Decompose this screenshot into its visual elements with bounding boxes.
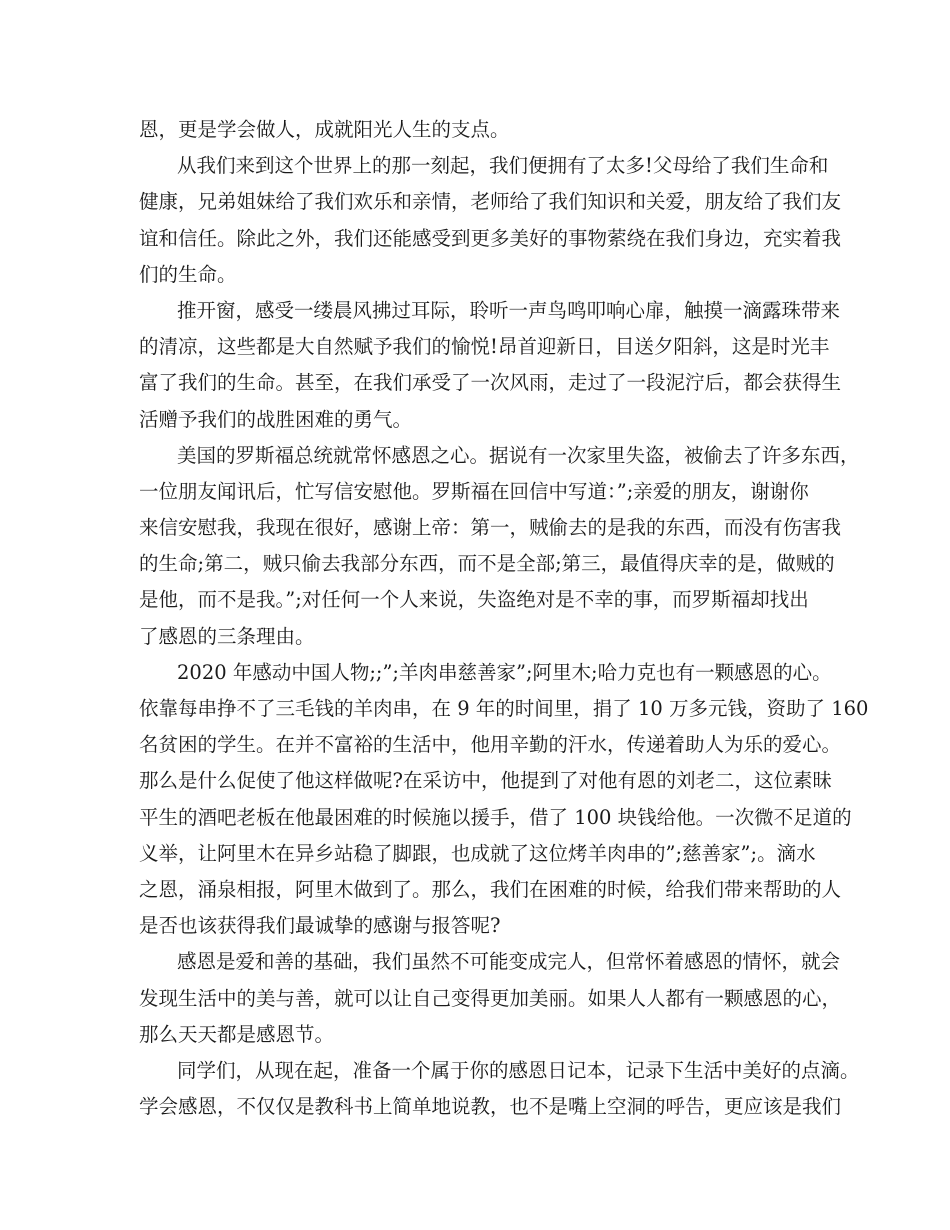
- paragraph: [139, 944, 842, 1053]
- text-line: 感恩是爱和善的基础，我们虽然不可能变成完人，但常怀着感恩的情怀，就会: [177, 950, 841, 974]
- text-line: 发现生活中的美与善，就可以让自己变得更加美丽。如果人人都有一颗感恩的心，: [139, 986, 842, 1010]
- text-line: 谊和信任。除此之外，我们还能感受到更多美好的事物萦绕在我们身边，充实着我: [139, 226, 842, 250]
- text-line: 名贫困的学生。在并不富裕的生活中，他用辛勤的汗水，传递着助人为乐的爱心。: [139, 733, 842, 757]
- document-body: [139, 112, 869, 1125]
- text-line: 了感恩的三条理由。: [139, 624, 315, 648]
- paragraph: [139, 1053, 860, 1125]
- paragraph: [139, 293, 842, 438]
- paragraph: [139, 655, 869, 945]
- text-line: 同学们，从现在起，准备一个属于你的感恩日记本，记录下生活中美好的点滴。: [177, 1058, 860, 1082]
- text-line: 一位朋友闻讯后，忙写信安慰他。罗斯福在回信中写道：”;亲爱的朋友，谢谢你: [139, 479, 809, 503]
- text-line: 的生命;第二，贼只偷去我部分东西，而不是全部;第三，最值得庆幸的是，做贼的: [139, 552, 835, 576]
- text-line: 来信安慰我，我现在很好，感谢上帝：第一，贼偷去的是我的东西，而没有伤害我: [139, 516, 842, 540]
- text-line: 的清凉，这些都是大自然赋予我们的愉悦!昂首迎新日，目送夕阳斜，这是时光丰: [139, 335, 830, 359]
- text-line: 从我们来到这个世界上的那一刻起，我们便拥有了太多!父母给了我们生命和: [177, 154, 829, 178]
- text-line: 依靠每串挣不了三毛钱的羊肉串，在 9 年的时间里，捐了 10 万多元钱，资助了 160: [139, 697, 869, 720]
- text-line: 富了我们的生命。甚至，在我们承受了一次风雨，走过了一段泥泞后，都会获得生: [139, 371, 842, 395]
- text-line: 那么是什么促使了他这样做呢?在采访中，他提到了对他有恩的刘老二，这位素昧: [139, 769, 832, 793]
- text-line: 美国的罗斯福总统就常怀感恩之心。据说有一次家里失盗，被偷去了许多东西，: [177, 443, 860, 467]
- text-line: 恩，更是学会做人，成就阳光人生的支点。: [139, 118, 510, 141]
- text-line: 那么天天都是感恩节。: [139, 1022, 335, 1046]
- text-line: 推开窗，感受一缕晨风拂过耳际，聆听一声鸟鸣叩响心扉，触摸一滴露珠带来: [177, 298, 841, 322]
- text-line: 们的生命。: [139, 262, 237, 286]
- text-line: 义举，让阿里木在异乡站稳了脚跟，也成就了这位烤羊肉串的”;慈善家”;。滴水: [139, 841, 816, 865]
- text-line: 之恩，涌泉相报，阿里木做到了。那么，我们在困难的时候，给我们带来帮助的人: [139, 877, 842, 901]
- text-line: 活赠予我们的战胜困难的勇气。: [139, 407, 413, 431]
- text-line: 2020 年感动中国人物;;”;羊肉串慈善家”;阿里木;哈力克也有一颗感恩的心。: [177, 660, 832, 684]
- paragraph: [139, 112, 829, 148]
- text-line: 是否也该获得我们最诚挚的感谢与报答呢?: [139, 914, 501, 938]
- text-line: 平生的酒吧老板在他最困难的时候施以援手，借了 100 块钱给他。一次微不足道的: [139, 805, 852, 829]
- text-line: 学会感恩，不仅仅是教科书上简单地说教，也不是嘴上空洞的呼告，更应该是我们: [139, 1095, 842, 1119]
- text-line: 健康，兄弟姐妹给了我们欢乐和亲情，老师给了我们知识和关爱，朋友给了我们友: [139, 190, 842, 214]
- paragraph: [139, 148, 842, 293]
- paragraph: [139, 438, 860, 655]
- text-line: 是他，而不是我。”;对任何一个人来说，失盗绝对是不幸的事，而罗斯福却找出: [139, 588, 809, 612]
